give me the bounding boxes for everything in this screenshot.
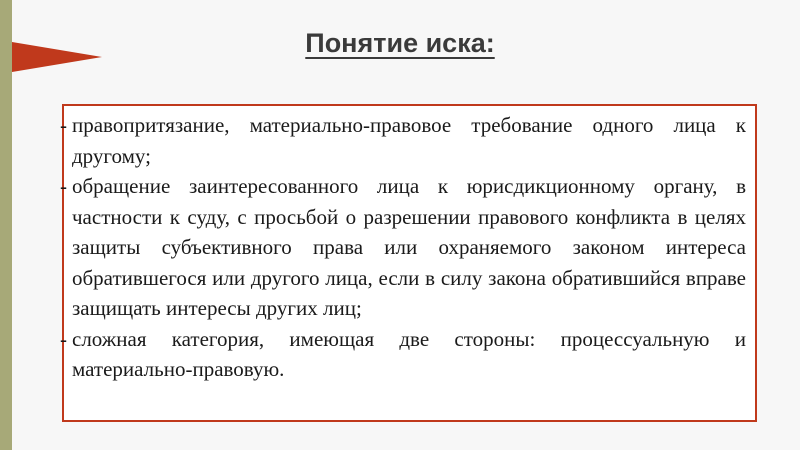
left-decorative-bar — [0, 0, 12, 450]
definition-list — [60, 110, 746, 385]
list-item — [60, 324, 746, 385]
bullet-dash: - — [60, 326, 67, 351]
bullet-dash: - — [60, 113, 67, 137]
slide-title: Понятие иска: — [305, 28, 495, 58]
list-item — [60, 110, 746, 171]
list-item-text: правопритязание, материально-правовое требование одного лица к другому; — [72, 113, 746, 168]
list-item — [60, 171, 746, 324]
list-item-text: сложная категория, имеющая две стороны: процессуальную и материально-правовую. — [72, 326, 746, 381]
bullet-dash: - — [60, 174, 67, 198]
list-item-text: обращение заинтересованного лица к юрисдикционному органу, в частности к суду, с просьбой о разрешении правового конфликта в целях защиты субъективного права или охраняемого законом интереса обратившегося или другого лица, если в силу закона обратившийся вправе защищать интересы других лиц; — [72, 174, 746, 320]
